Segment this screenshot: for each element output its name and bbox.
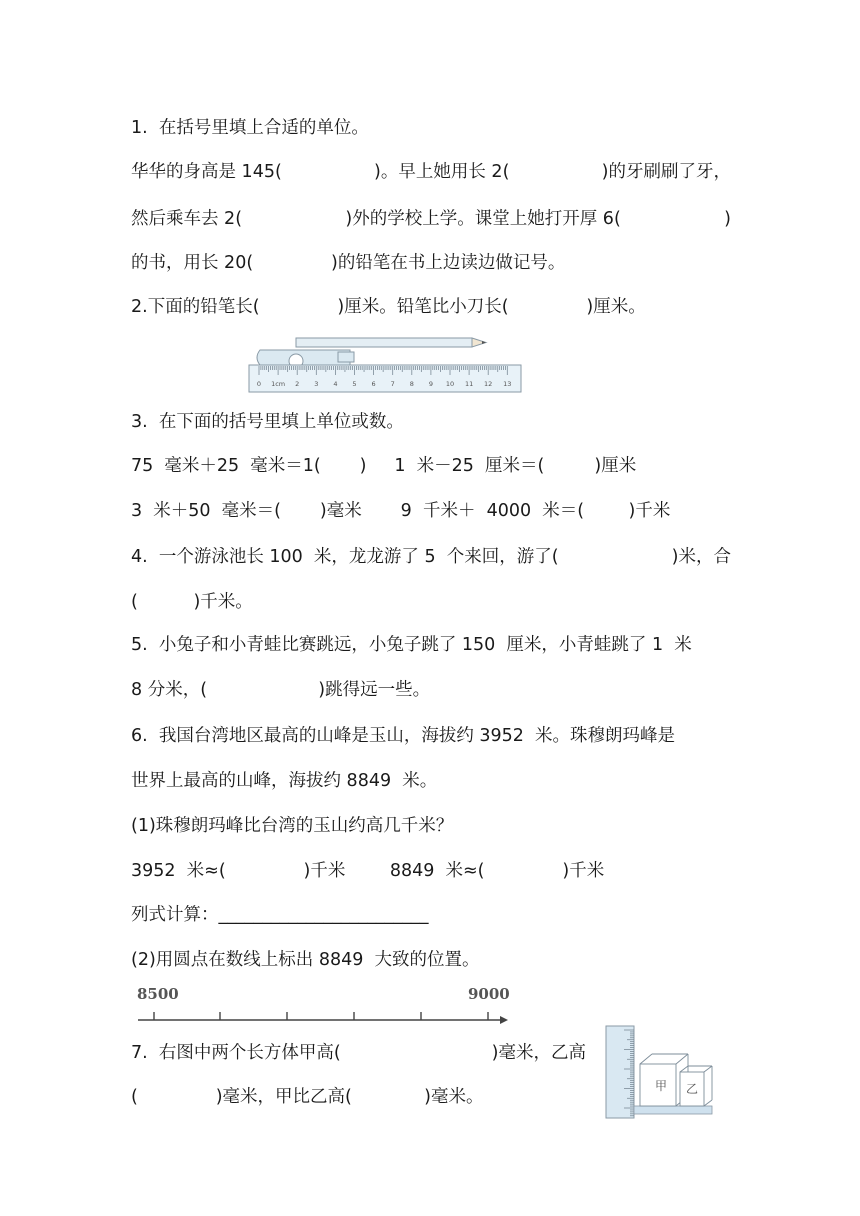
vertical-ruler-icon bbox=[606, 1026, 634, 1118]
ruler-tick-label: 13 bbox=[503, 380, 512, 388]
ruler-tick-label: 1cm bbox=[271, 380, 286, 388]
ruler-tick-label: 4 bbox=[333, 380, 338, 388]
ruler-tick-label: 10 bbox=[445, 380, 455, 388]
q2-text: 2.下面的铅笔长( )厘米。铅笔比小刀长( )厘米。 bbox=[131, 297, 646, 317]
ruler-icon bbox=[249, 365, 521, 392]
q4-line2: ( )千米。 bbox=[131, 592, 253, 612]
pencil-icon bbox=[296, 338, 486, 347]
ruler-tick-label: 5 bbox=[352, 380, 357, 388]
q6-line1: 6. 我国台湾地区最高的山峰是玉山，海拔约 3952 米。珠穆朗玛峰是 bbox=[131, 726, 676, 746]
cuboid-a-label: 甲 bbox=[655, 1079, 668, 1093]
q1-line3: 的书，用长 20( )的铅笔在书上边读边做记号。 bbox=[131, 253, 566, 273]
ruler-tick-label: 11 bbox=[464, 380, 474, 388]
ruler-tick-label: 0 bbox=[256, 380, 262, 388]
q4-line1: 4. 一个游泳池长 100 米，龙龙游了 5 个来回，游了( )米，合 bbox=[131, 547, 731, 567]
ruler-tick-label: 2 bbox=[295, 380, 300, 388]
q3-title: 3. 在下面的括号里填上单位或数。 bbox=[131, 412, 404, 432]
q6-sub2: (2)用圆点在数线上标出 8849 大致的位置。 bbox=[131, 950, 480, 970]
ruler-tick-label: 7 bbox=[390, 380, 395, 388]
arrow-icon bbox=[500, 1016, 508, 1024]
q6-calc: 列式计算：________________________ bbox=[131, 905, 429, 925]
q3-row1: 75 毫米＋25 毫米＝1( ) 1 米－25 厘米＝( )厘米 bbox=[131, 456, 637, 476]
numline-end-label: 9000 bbox=[468, 985, 510, 1003]
pencil-ruler-figure bbox=[246, 332, 532, 396]
q3-row2: 3 米＋50 毫米＝( )毫米 9 千米＋ 4000 米＝( )千米 bbox=[131, 501, 671, 521]
q5-line2: 8 分米，( )跳得远一些。 bbox=[131, 680, 431, 700]
q7-line2: ( )毫米，甲比乙高( )毫米。 bbox=[131, 1087, 484, 1107]
q1-title: 1. 在括号里填上合适的单位。 bbox=[131, 118, 369, 138]
ruler-tick-label: 9 bbox=[428, 380, 433, 388]
q5-line1: 5. 小兔子和小青蛙比赛跳远，小兔子跳了 150 厘米，小青蛙跳了 1 米 bbox=[131, 635, 692, 655]
cuboid-b-label: 乙 bbox=[686, 1082, 699, 1096]
q6-sub1: (1)珠穆朗玛峰比台湾的玉山约高几千米？ bbox=[131, 816, 454, 836]
q1-line2: 然后乘车去 2( )外的学校上学。课堂上她打开厚 6( ) bbox=[131, 209, 731, 229]
ruler-tick-label: 3 bbox=[314, 380, 319, 388]
ruler-tick-label: 12 bbox=[484, 380, 493, 388]
q6-line2: 世界上最高的山峰，海拔约 8849 米。 bbox=[131, 771, 438, 791]
number-line bbox=[132, 1008, 512, 1030]
q1-line1: 华华的身高是 145( )。早上她用长 2( )的牙刷刷了牙， bbox=[131, 162, 731, 182]
q7-line1: 7. 右图中两个长方体甲高( )毫米，乙高 bbox=[131, 1043, 586, 1063]
numline-start-label: 8500 bbox=[137, 985, 179, 1003]
ruler-tick-label: 6 bbox=[371, 380, 376, 388]
cuboid-figure bbox=[600, 1022, 718, 1122]
ruler-tick-label: 8 bbox=[409, 380, 414, 388]
q6-approx: 3952 米≈( )千米 8849 米≈( )千米 bbox=[131, 861, 605, 881]
